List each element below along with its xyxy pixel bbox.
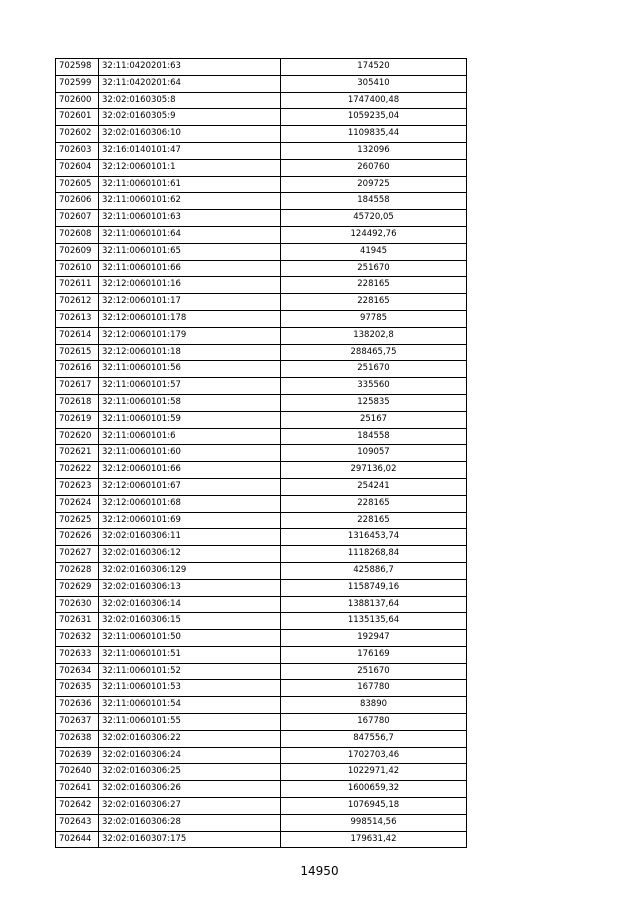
- cadastral-number-cell: 32:16:0140101:47: [99, 142, 281, 159]
- row-id-cell: 702614: [56, 327, 99, 344]
- table-row: [56, 529, 467, 546]
- value-cell: 1158749,16: [281, 579, 467, 596]
- value-cell: 1316453,74: [281, 529, 467, 546]
- row-id-cell: 702619: [56, 411, 99, 428]
- value-cell: 45720,05: [281, 210, 467, 227]
- table-row: [56, 142, 467, 159]
- cadastral-number-cell: 32:02:0160307:175: [99, 831, 281, 848]
- value-cell: 25167: [281, 411, 467, 428]
- cadastral-number-cell: 32:02:0160306:28: [99, 814, 281, 831]
- cadastral-number-cell: 32:02:0160306:14: [99, 596, 281, 613]
- row-id-cell: 702632: [56, 630, 99, 647]
- value-cell: 209725: [281, 176, 467, 193]
- value-cell: 297136,02: [281, 462, 467, 479]
- table-row: [56, 512, 467, 529]
- table-row: [56, 210, 467, 227]
- value-cell: 254241: [281, 478, 467, 495]
- cadastral-number-cell: 32:11:0060101:62: [99, 193, 281, 210]
- value-cell: 184558: [281, 428, 467, 445]
- table-row: [56, 92, 467, 109]
- table-row: [56, 663, 467, 680]
- value-cell: 184558: [281, 193, 467, 210]
- cadastral-number-cell: 32:12:0060101:18: [99, 344, 281, 361]
- cadastral-number-cell: 32:11:0060101:56: [99, 361, 281, 378]
- value-cell: 288465,75: [281, 344, 467, 361]
- cadastral-number-cell: 32:12:0060101:1: [99, 159, 281, 176]
- table-row: [56, 126, 467, 143]
- table-row: [56, 462, 467, 479]
- cadastral-number-cell: 32:12:0060101:178: [99, 310, 281, 327]
- cadastral-number-cell: 32:11:0060101:63: [99, 210, 281, 227]
- table-row: [56, 226, 467, 243]
- row-id-cell: 702643: [56, 814, 99, 831]
- cadastral-number-cell: 32:02:0160306:12: [99, 546, 281, 563]
- table-row: [56, 630, 467, 647]
- table-row: [56, 478, 467, 495]
- value-cell: 228165: [281, 294, 467, 311]
- row-id-cell: 702611: [56, 277, 99, 294]
- row-id-cell: 702626: [56, 529, 99, 546]
- value-cell: 1747400,48: [281, 92, 467, 109]
- table-row: [56, 730, 467, 747]
- row-id-cell: 702606: [56, 193, 99, 210]
- table-row: [56, 159, 467, 176]
- row-id-cell: 702640: [56, 764, 99, 781]
- table-row: [56, 680, 467, 697]
- row-id-cell: 702612: [56, 294, 99, 311]
- row-id-cell: 702629: [56, 579, 99, 596]
- cadastral-number-cell: 32:02:0160306:11: [99, 529, 281, 546]
- table-row: [56, 243, 467, 260]
- value-cell: 1135135,64: [281, 613, 467, 630]
- row-id-cell: 702599: [56, 75, 99, 92]
- value-cell: 1600659,32: [281, 781, 467, 798]
- cadastral-number-cell: 32:02:0160306:24: [99, 747, 281, 764]
- row-id-cell: 702600: [56, 92, 99, 109]
- value-cell: 335560: [281, 378, 467, 395]
- value-cell: 1022971,42: [281, 764, 467, 781]
- row-id-cell: 702623: [56, 478, 99, 495]
- table-row: [56, 798, 467, 815]
- row-id-cell: 702639: [56, 747, 99, 764]
- table-row: [56, 714, 467, 731]
- value-cell: 138202,8: [281, 327, 467, 344]
- table-row: [56, 814, 467, 831]
- value-cell: 228165: [281, 512, 467, 529]
- value-cell: 1388137,64: [281, 596, 467, 613]
- row-id-cell: 702636: [56, 697, 99, 714]
- cadastral-number-cell: 32:12:0060101:66: [99, 462, 281, 479]
- value-cell: 41945: [281, 243, 467, 260]
- cadastral-number-cell: 32:11:0060101:57: [99, 378, 281, 395]
- row-id-cell: 702634: [56, 663, 99, 680]
- table-row: [56, 109, 467, 126]
- table-row: [56, 176, 467, 193]
- value-cell: 1118268,84: [281, 546, 467, 563]
- row-id-cell: 702604: [56, 159, 99, 176]
- cadastral-number-cell: 32:02:0160306:15: [99, 613, 281, 630]
- value-cell: 125835: [281, 394, 467, 411]
- value-cell: 167780: [281, 680, 467, 697]
- cadastral-number-cell: 32:11:0060101:59: [99, 411, 281, 428]
- cadastral-number-cell: 32:02:0160306:13: [99, 579, 281, 596]
- row-id-cell: 702627: [56, 546, 99, 563]
- value-cell: 97785: [281, 310, 467, 327]
- row-id-cell: 702628: [56, 562, 99, 579]
- row-id-cell: 702621: [56, 445, 99, 462]
- value-cell: 847556,7: [281, 730, 467, 747]
- cadastral-number-cell: 32:11:0060101:66: [99, 260, 281, 277]
- cadastral-value-table: [55, 58, 467, 848]
- cadastral-number-cell: 32:11:0060101:64: [99, 226, 281, 243]
- row-id-cell: 702618: [56, 394, 99, 411]
- row-id-cell: 702613: [56, 310, 99, 327]
- table-row: [56, 378, 467, 395]
- value-cell: 1109835,44: [281, 126, 467, 143]
- row-id-cell: 702598: [56, 59, 99, 76]
- table-row: [56, 361, 467, 378]
- cadastral-number-cell: 32:02:0160306:27: [99, 798, 281, 815]
- table-row: [56, 613, 467, 630]
- row-id-cell: 702608: [56, 226, 99, 243]
- row-id-cell: 702641: [56, 781, 99, 798]
- table-row: [56, 596, 467, 613]
- table-row: [56, 831, 467, 848]
- value-cell: 176169: [281, 646, 467, 663]
- value-cell: 228165: [281, 277, 467, 294]
- row-id-cell: 702633: [56, 646, 99, 663]
- value-cell: 1059235,04: [281, 109, 467, 126]
- row-id-cell: 702624: [56, 495, 99, 512]
- row-id-cell: 702605: [56, 176, 99, 193]
- row-id-cell: 702630: [56, 596, 99, 613]
- row-id-cell: 702607: [56, 210, 99, 227]
- value-cell: 83890: [281, 697, 467, 714]
- table-row: [56, 193, 467, 210]
- table-row: [56, 747, 467, 764]
- row-id-cell: 702644: [56, 831, 99, 848]
- cadastral-number-cell: 32:12:0060101:67: [99, 478, 281, 495]
- row-id-cell: 702638: [56, 730, 99, 747]
- value-cell: 174520: [281, 59, 467, 76]
- cadastral-number-cell: 32:12:0060101:69: [99, 512, 281, 529]
- cadastral-number-cell: 32:11:0060101:65: [99, 243, 281, 260]
- value-cell: 425886,7: [281, 562, 467, 579]
- value-cell: 228165: [281, 495, 467, 512]
- table-row: [56, 411, 467, 428]
- value-cell: 124492,76: [281, 226, 467, 243]
- cadastral-number-cell: 32:11:0060101:55: [99, 714, 281, 731]
- table-row: [56, 781, 467, 798]
- table-row: [56, 562, 467, 579]
- cadastral-number-cell: 32:12:0060101:17: [99, 294, 281, 311]
- row-id-cell: 702603: [56, 142, 99, 159]
- table-row: [56, 294, 467, 311]
- table-row: [56, 260, 467, 277]
- table-row: [56, 697, 467, 714]
- row-id-cell: 702609: [56, 243, 99, 260]
- page-number: 14950: [300, 864, 339, 878]
- value-cell: 179631,42: [281, 831, 467, 848]
- row-id-cell: 702610: [56, 260, 99, 277]
- value-cell: 251670: [281, 260, 467, 277]
- cadastral-number-cell: 32:12:0060101:16: [99, 277, 281, 294]
- cadastral-number-cell: 32:11:0060101:53: [99, 680, 281, 697]
- cadastral-number-cell: 32:02:0160305:8: [99, 92, 281, 109]
- value-cell: 1076945,18: [281, 798, 467, 815]
- cadastral-number-cell: 32:11:0060101:52: [99, 663, 281, 680]
- value-cell: 305410: [281, 75, 467, 92]
- table-row: [56, 327, 467, 344]
- row-id-cell: 702637: [56, 714, 99, 731]
- table-body: [56, 59, 467, 848]
- row-id-cell: 702642: [56, 798, 99, 815]
- cadastral-number-cell: 32:11:0420201:64: [99, 75, 281, 92]
- table-row: [56, 764, 467, 781]
- table-row: [56, 579, 467, 596]
- value-cell: 998514,56: [281, 814, 467, 831]
- table-row: [56, 495, 467, 512]
- row-id-cell: 702616: [56, 361, 99, 378]
- cadastral-number-cell: 32:11:0420201:63: [99, 59, 281, 76]
- table-row: [56, 277, 467, 294]
- cadastral-number-cell: 32:11:0060101:54: [99, 697, 281, 714]
- row-id-cell: 702602: [56, 126, 99, 143]
- value-cell: 192947: [281, 630, 467, 647]
- row-id-cell: 702617: [56, 378, 99, 395]
- cadastral-number-cell: 32:12:0060101:68: [99, 495, 281, 512]
- value-cell: 251670: [281, 361, 467, 378]
- cadastral-number-cell: 32:11:0060101:61: [99, 176, 281, 193]
- cadastral-number-cell: 32:11:0060101:50: [99, 630, 281, 647]
- row-id-cell: 702601: [56, 109, 99, 126]
- value-cell: 251670: [281, 663, 467, 680]
- table-row: [56, 646, 467, 663]
- cadastral-number-cell: 32:02:0160306:10: [99, 126, 281, 143]
- row-id-cell: 702620: [56, 428, 99, 445]
- value-cell: 260760: [281, 159, 467, 176]
- cadastral-number-cell: 32:11:0060101:58: [99, 394, 281, 411]
- value-cell: 1702703,46: [281, 747, 467, 764]
- value-cell: 167780: [281, 714, 467, 731]
- table-row: [56, 59, 467, 76]
- cadastral-number-cell: 32:02:0160306:22: [99, 730, 281, 747]
- cadastral-number-cell: 32:12:0060101:179: [99, 327, 281, 344]
- table-row: [56, 310, 467, 327]
- cadastral-number-cell: 32:02:0160305:9: [99, 109, 281, 126]
- row-id-cell: 702635: [56, 680, 99, 697]
- cadastral-number-cell: 32:02:0160306:26: [99, 781, 281, 798]
- row-id-cell: 702622: [56, 462, 99, 479]
- table-row: [56, 428, 467, 445]
- table-row: [56, 546, 467, 563]
- cadastral-number-cell: 32:02:0160306:25: [99, 764, 281, 781]
- table-row: [56, 75, 467, 92]
- value-cell: 109057: [281, 445, 467, 462]
- row-id-cell: 702625: [56, 512, 99, 529]
- table-row: [56, 445, 467, 462]
- row-id-cell: 702631: [56, 613, 99, 630]
- table-row: [56, 344, 467, 361]
- value-cell: 132096: [281, 142, 467, 159]
- cadastral-number-cell: 32:11:0060101:60: [99, 445, 281, 462]
- cadastral-number-cell: 32:11:0060101:51: [99, 646, 281, 663]
- cadastral-number-cell: 32:02:0160306:129: [99, 562, 281, 579]
- row-id-cell: 702615: [56, 344, 99, 361]
- table-row: [56, 394, 467, 411]
- cadastral-number-cell: 32:11:0060101:6: [99, 428, 281, 445]
